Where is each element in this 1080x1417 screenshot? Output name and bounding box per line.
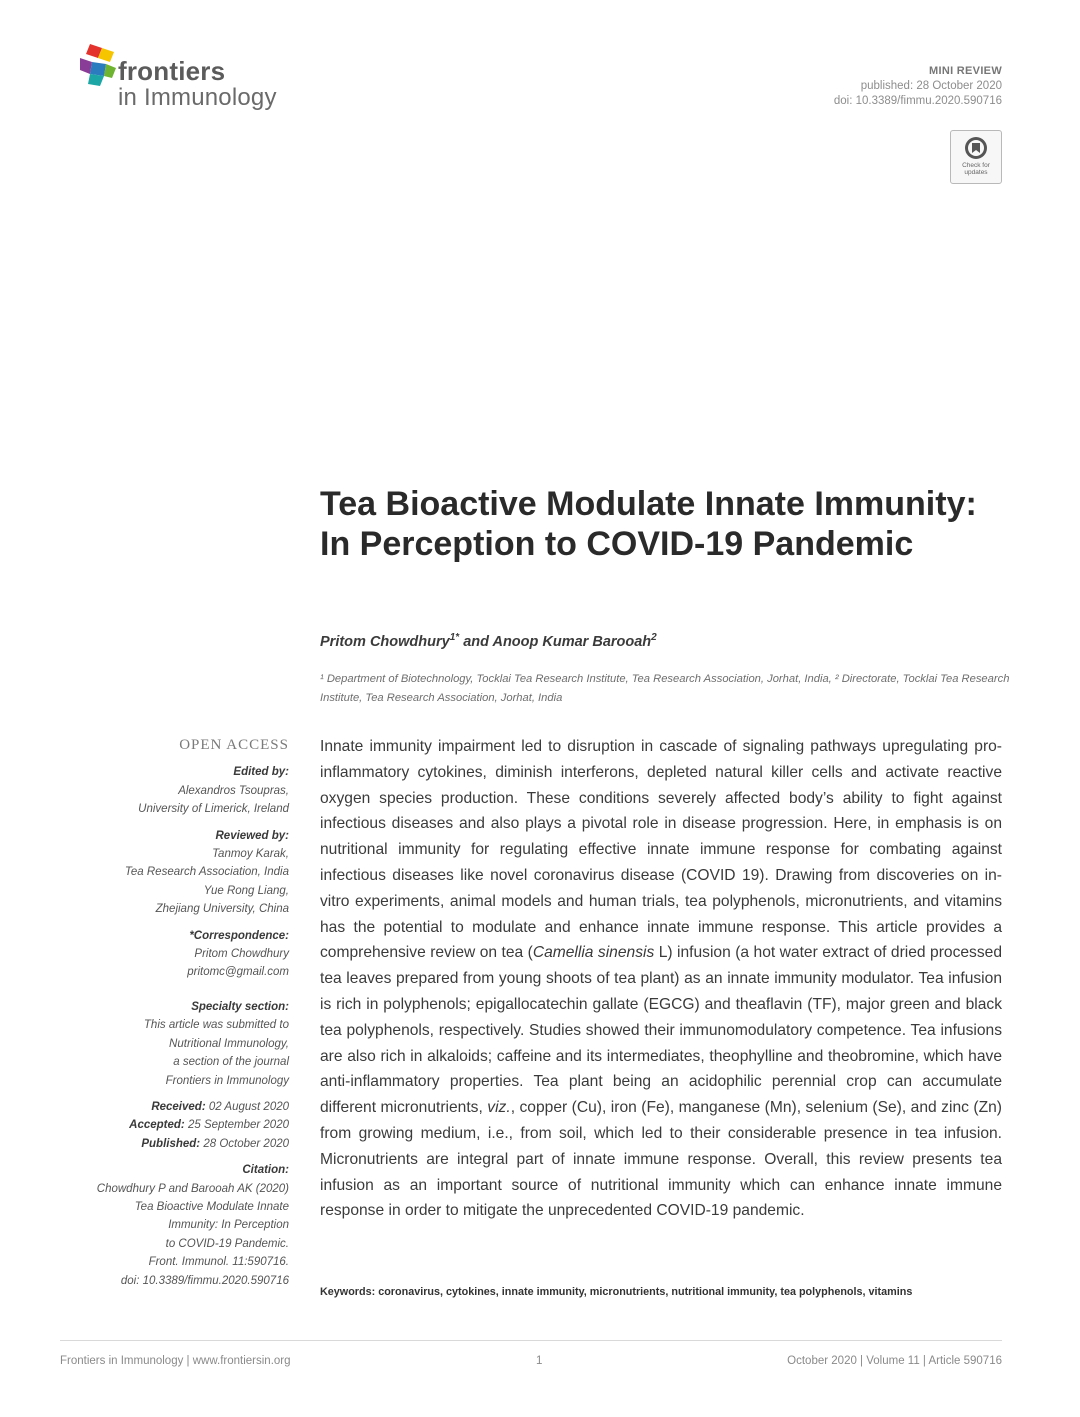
correspondence-name: Pritom Chowdhury <box>194 948 289 961</box>
footer-divider <box>60 1340 1002 1341</box>
author-list <box>320 632 657 650</box>
reviewer-1-name[interactable]: Tanmoy Karak, <box>212 848 289 861</box>
frontiers-logo-icon <box>80 44 120 88</box>
received-date: 02 August 2020 <box>208 1100 289 1113</box>
footer-journal-site[interactable]: Frontiers in Immunology | www.frontiersin.org <box>60 1355 291 1367</box>
reviewed-by-label: Reviewed by: <box>215 829 289 842</box>
article-meta <box>834 64 1002 109</box>
specialty-line-2: Nutritional Immunology, <box>169 1037 289 1050</box>
article-info-sidebar <box>60 736 289 1290</box>
accepted-row <box>60 1116 289 1134</box>
editor-name[interactable]: Alexandros Tsoupras, <box>178 784 289 797</box>
author-2-affil-mark: 2 <box>651 632 657 643</box>
received-row <box>60 1098 289 1116</box>
citation-doi[interactable]: doi: 10.3389/fimmu.2020.590716 <box>120 1274 289 1287</box>
specialty-line-4: Frontiers in Immunology <box>165 1074 289 1087</box>
abstract <box>320 734 1002 1224</box>
reviewer-2-affiliation: Zhejiang University, China <box>155 903 289 916</box>
page-number: 1 <box>536 1355 543 1367</box>
author-conjunction: and <box>463 633 489 650</box>
published-row <box>60 1135 289 1153</box>
reviewer-2-name[interactable]: Yue Rong Liang, <box>203 884 289 897</box>
citation-line-2: Tea Bioactive Modulate Innate <box>134 1200 289 1213</box>
doi-link[interactable]: doi: 10.3389/fimmu.2020.590716 <box>833 95 1002 107</box>
reviewer-1-affiliation: Tea Research Association, India <box>124 866 289 879</box>
footer-issue-info: October 2020 | Volume 11 | Article 590716 <box>787 1355 1002 1367</box>
citation-label: Citation: <box>242 1164 289 1177</box>
specialty-line-3: a section of the journal <box>173 1056 289 1069</box>
published-label: Published: <box>141 1137 201 1150</box>
specialty-line-1: This article was submitted to <box>143 1019 289 1032</box>
abstract-species-name: Camellia sinensis <box>532 944 655 962</box>
abstract-part-2: L) infusion (a hot water extract of dried processed tea leaves prepared from young shoots of tea plant) as an innate immunity modulator. Tea infusion is rich in polyphenols; epigallocatechin gallate (EGCG) and theaflavin (TF), major green and black tea polyphenols, respectively. Studies showed their immunomodulatory competence. Tea infusions are also rich in alkaloids; caffeine and its intermediates, theophylline and theobromine, which have anti-inflammatory properties. Tea plant being an acidophilic perennial crop can accumulate different micronutrients, <box>320 944 1002 1117</box>
badge-line2: updates <box>964 169 988 176</box>
keywords: Keywords: coronavirus, cytokines, innate immunity, micronutrients, nutritional immunity, tea polyphenols, vitamins <box>320 1286 913 1298</box>
affiliations: ¹ Department of Biotechnology, Tocklai Tea Research Institute, Tea Research Association, Jorhat, India, ² Directorate, Tocklai Tea Research Institute, Tea Research Association, Jorhat, India <box>320 673 1010 704</box>
author-1-affil-mark: 1* <box>449 632 460 643</box>
check-for-updates-badge[interactable] <box>950 130 1002 184</box>
author-2[interactable]: Anoop Kumar Barooah <box>492 633 652 650</box>
journal-name-line2: in Immunology <box>118 84 277 111</box>
received-label: Received: <box>151 1100 206 1113</box>
abstract-part-3: , copper (Cu), iron (Fe), manganese (Mn), selenium (Se), and zinc (Zn) from growing medium, i.e., from soil, which led to their considerable presence in tea infusion. Micronutrients are integral part of innate immune response. Overall, this review presents tea infusion as an important source of nutritional immunity which can enhance innate immune response in order to mitigate the unprecedented COVID-19 pandemic. <box>320 1099 1002 1220</box>
check-updates-text <box>951 162 1001 176</box>
accepted-label: Accepted: <box>129 1119 185 1132</box>
check-updates-icon <box>964 136 988 160</box>
citation-line-1: Chowdhury P and Barooah AK (2020) <box>96 1182 289 1195</box>
edited-by-label: Edited by: <box>233 766 289 779</box>
badge-line1: Check for <box>962 162 990 169</box>
article-type: MINI REVIEW <box>929 65 1002 77</box>
citation-line-5: Front. Immunol. 11:590716. <box>148 1256 289 1269</box>
citation-line-3: Immunity: In Perception <box>168 1219 289 1232</box>
editor-affiliation: University of Limerick, Ireland <box>138 803 289 816</box>
correspondence-label: *Correspondence: <box>189 929 289 942</box>
abstract-part-1: Innate immunity impairment led to disruption in cascade of signaling pathways upregulating pro-inflammatory cytokines, diminish interferons, depleted natural killer cells and activate reactive oxygen species production. These conditions severely affected body’s ability to fight against infectious diseases and also plays a pivotal role in disease progression. Here, in emphasis is on nutritional immunity for regulating effective innate immune response for combating against infectious diseases like novel coronavirus disease (COVID 19). Drawing from discoveries on in-vitro experiments, animal models and human trials, tea polyphenols, micronutrients, and vitamins has the potential to modulate and enhance innate immune response. This article provides a comprehensive review on tea ( <box>320 738 1002 962</box>
open-access-label: OPEN ACCESS <box>179 737 289 753</box>
journal-logo <box>80 44 320 114</box>
article-title: Tea Bioactive Modulate Innate Immunity: In Perception to COVID-19 Pandemic <box>320 485 977 563</box>
published-date-sidebar: 28 October 2020 <box>203 1137 289 1150</box>
citation-line-4: to COVID-19 Pandemic. <box>165 1237 289 1250</box>
published-date: published: 28 October 2020 <box>860 80 1002 92</box>
author-1[interactable]: Pritom Chowdhury <box>320 633 450 650</box>
specialty-section-label: Specialty section: <box>191 1000 289 1013</box>
correspondence-email[interactable]: pritomc@gmail.com <box>187 966 289 979</box>
accepted-date: 25 September 2020 <box>187 1119 289 1132</box>
abstract-viz: viz. <box>487 1099 511 1117</box>
journal-name-line1: frontiers <box>118 56 226 86</box>
